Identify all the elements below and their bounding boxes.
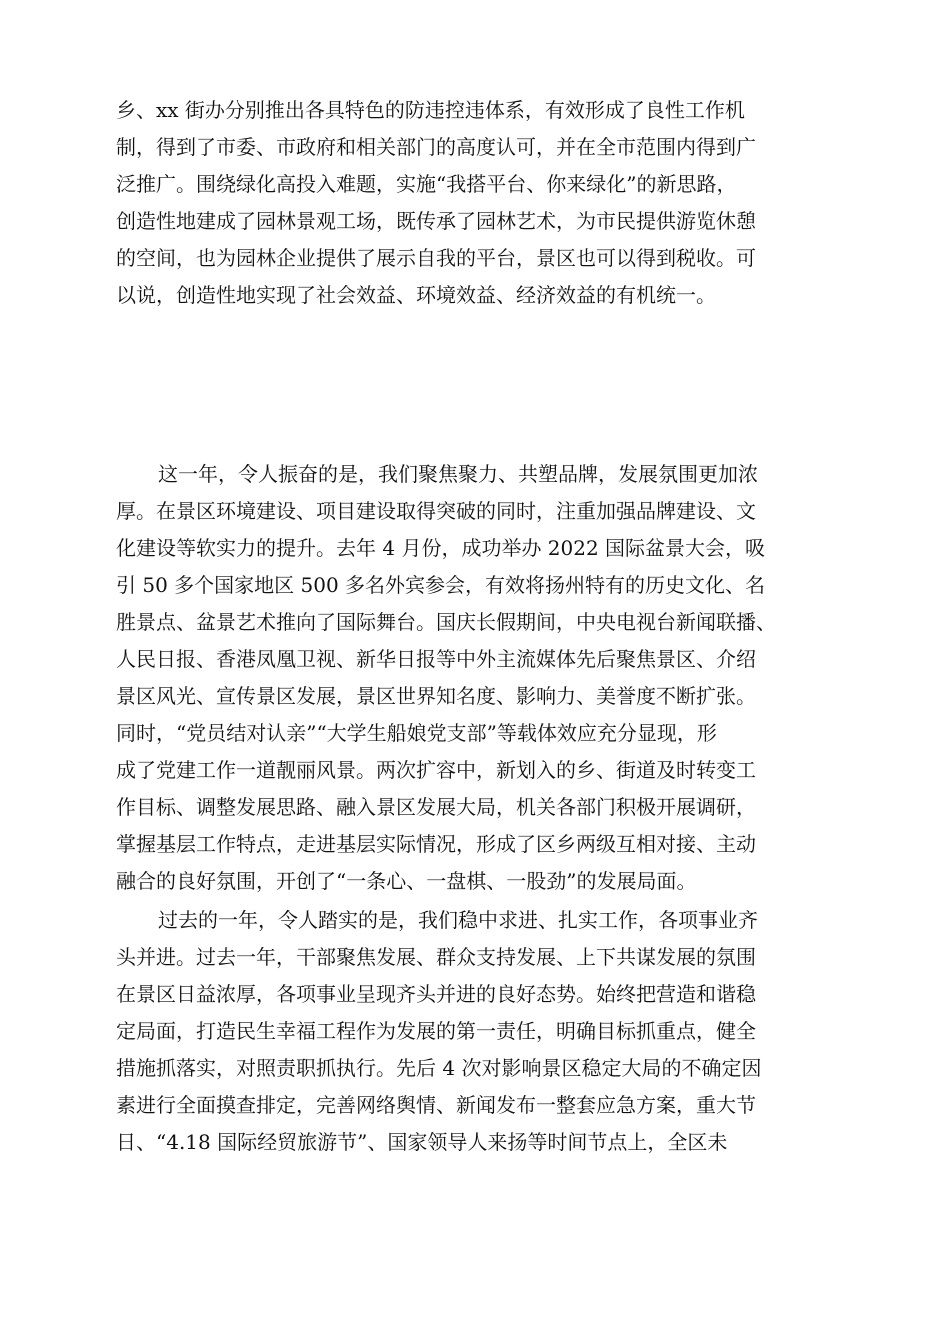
text-line: 融合的良好氛围，开创了“一条心、一盘棋、一股劲”的发展局面。: [116, 869, 697, 893]
text-line: 人民日报、香港凤凰卫视、新华日报等中外主流媒体先后聚焦景区、介绍: [116, 647, 756, 671]
text-line: 引 50 多个国家地区 500 多名外宾参会，有效将扬州特有的历史文化、名: [116, 573, 766, 597]
text-line: 创造性地建成了园林景观工场，既传承了园林艺术，为市民提供游览休憩: [116, 209, 756, 233]
text-line: 制，得到了市委、市政府和相关部门的高度认可，并在全市范围内得到广: [116, 135, 756, 159]
text-line: 乡、xx 街办分别推出各具特色的防违控违体系，有效形成了良性工作机: [116, 98, 745, 122]
text-line: 景区风光、宣传景区发展，景区世界知名度、影响力、美誉度不断扩张。: [116, 684, 756, 708]
paragraph-2: [116, 456, 836, 900]
text-line: 成了党建工作一道靓丽风景。两次扩容中，新划入的乡、街道及时转变工: [116, 758, 756, 782]
text-line: 胜景点、盆景艺术推向了国际舞台。国庆长假期间，中央电视台新闻联播、: [116, 610, 776, 634]
text-line: 泛推广。围绕绿化高投入难题，实施“我搭平台、你来绿化”的新思路，: [116, 172, 737, 196]
text-line: 以说，创造性地实现了社会效益、环境效益、经济效益的有机统一。: [116, 283, 716, 307]
paragraph-1: [116, 92, 836, 314]
text-line: 过去的一年，令人踏实的是，我们稳中求进、扎实工作，各项事业齐: [158, 908, 758, 932]
text-line: 日、“4.18 国际经贸旅游节”、国家领导人来扬等时间节点上，全区未: [116, 1130, 728, 1154]
text-line: 定局面，打造民生幸福工程作为发展的第一责任，明确目标抓重点，健全: [116, 1019, 756, 1043]
paragraph-3: [116, 902, 836, 1161]
text-line: 掌握基层工作特点，走进基层实际情况，形成了区乡两级互相对接、主动: [116, 832, 756, 856]
text-line: 化建设等软实力的提升。去年 4 月份，成功举办 2022 国际盆景大会，吸: [116, 536, 766, 560]
text-line: 在景区日益浓厚，各项事业呈现齐头并进的良好态势。始终把营造和谐稳: [116, 982, 756, 1006]
text-line: 同时，“党员结对认亲”“大学生船娘党支部”等载体效应充分显现，形: [116, 721, 717, 745]
text-line: 厚。在景区环境建设、项目建设取得突破的同时，注重加强品牌建设、文: [116, 499, 756, 523]
text-line: 措施抓落实，对照责职抓执行。先后 4 次对影响景区稳定大局的不确定因: [116, 1056, 762, 1080]
text-line: 头并进。过去一年，干部聚焦发展、群众支持发展、上下共谋发展的氛围: [116, 945, 756, 969]
text-line: 这一年，令人振奋的是，我们聚焦聚力、共塑品牌，发展氛围更加浓: [158, 462, 758, 486]
text-line: 作目标、调整发展思路、融入景区发展大局，机关各部门积极开展调研，: [116, 795, 756, 819]
text-line: 的空间，也为园林企业提供了展示自我的平台，景区也可以得到税收。可: [116, 246, 756, 270]
text-line: 素进行全面摸查排定，完善网络舆情、新闻发布一整套应急方案，重大节: [116, 1093, 756, 1117]
